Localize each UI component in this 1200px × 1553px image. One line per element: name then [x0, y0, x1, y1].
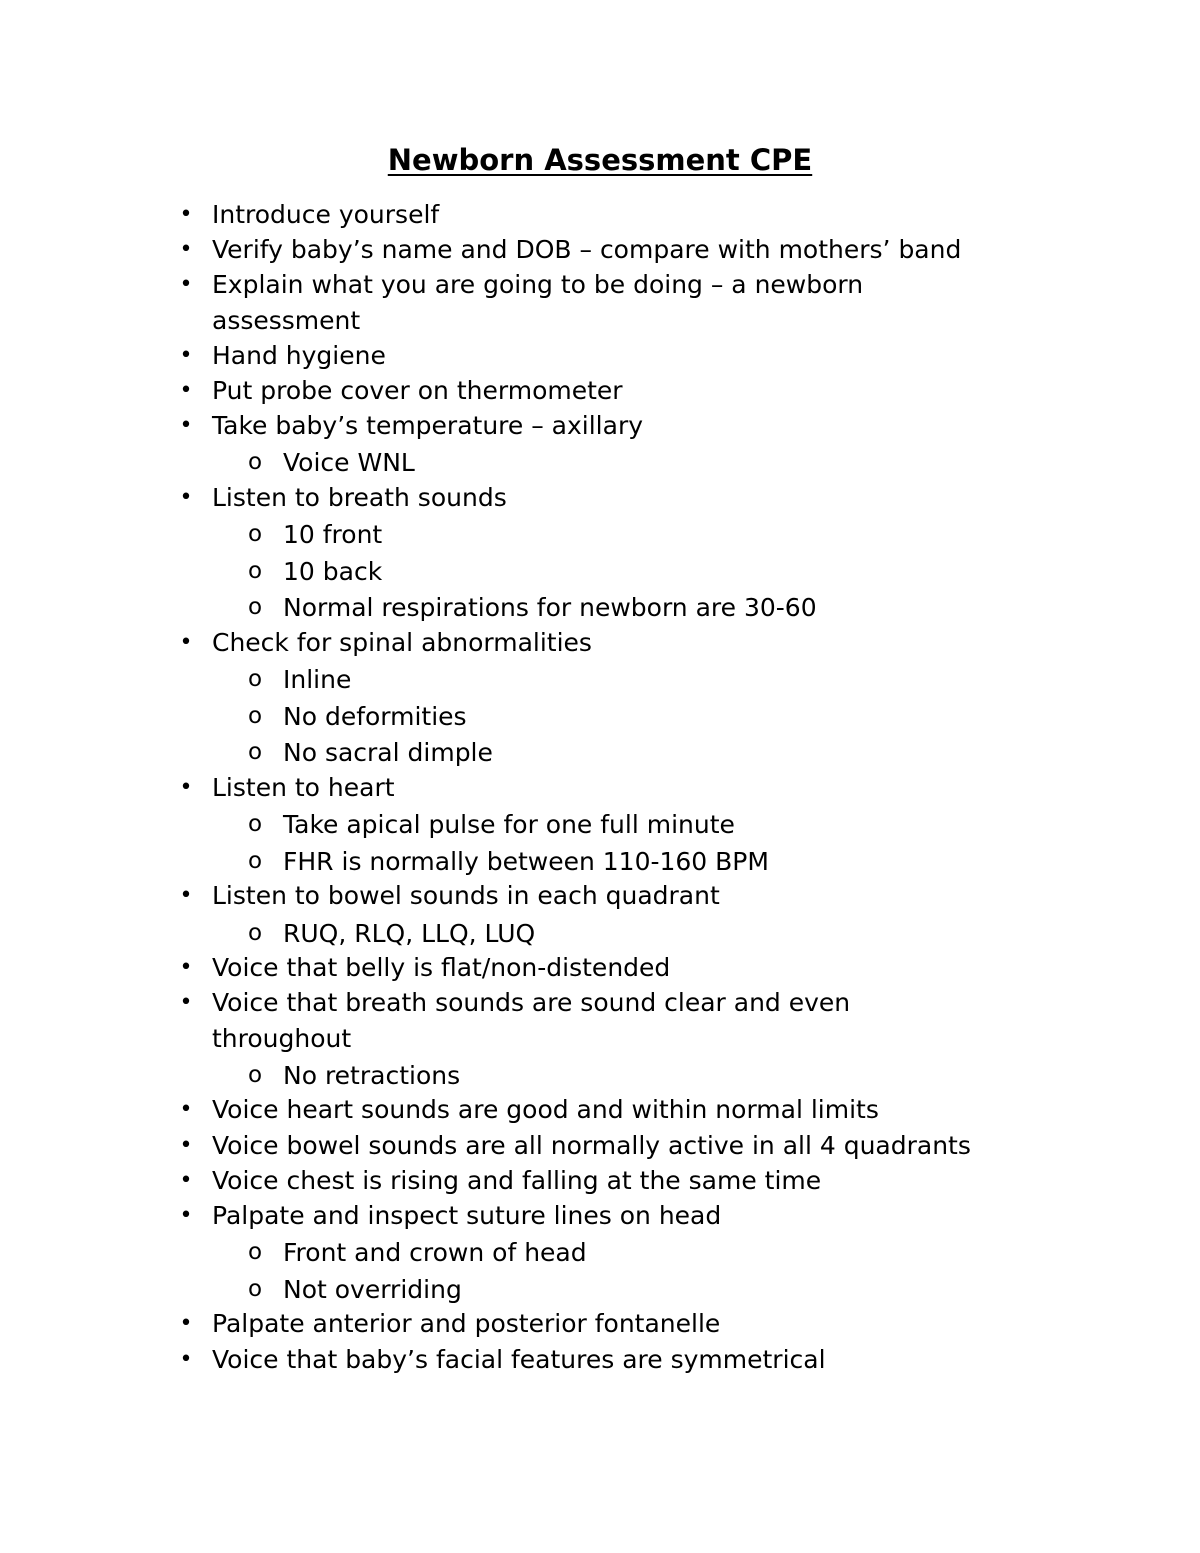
sub-list-item	[247, 1235, 1143, 1270]
bullet-icon: •	[179, 883, 193, 909]
list-item	[179, 1198, 1112, 1233]
sub-list-item-text: Inline	[283, 665, 352, 695]
list-item-text: Put probe cover on thermometer	[212, 376, 623, 405]
sub-list-item	[247, 807, 1143, 842]
list-item-text: Introduce yourself	[212, 200, 440, 229]
list-item	[179, 408, 1112, 443]
sub-list-item-text: Not overriding	[283, 1274, 462, 1304]
bullet-icon: •	[179, 630, 193, 655]
bullet-icon: •	[179, 1167, 193, 1193]
sub-list-item-text: FHR is normally between 110-160 BPM	[283, 846, 769, 876]
list-item-text: Listen to bowel sounds in each quadrant	[212, 881, 720, 911]
list-item	[179, 1163, 1112, 1198]
bullet-icon: •	[179, 485, 193, 510]
bullet-icon: •	[179, 990, 193, 1016]
list-item	[179, 1342, 1112, 1377]
list-item-text: Palpate anterior and posterior fontanelle	[212, 1309, 721, 1339]
list-item	[179, 1092, 1112, 1127]
bullet-icon: •	[179, 775, 193, 800]
sub-list-item	[247, 590, 1143, 625]
list-item-text: Palpate and inspect suture lines on head	[212, 1201, 722, 1230]
list-item-text: Take baby’s temperature – axillary	[212, 411, 644, 441]
sub-list-item	[247, 1272, 1143, 1307]
list-item	[179, 197, 1112, 232]
bullet-icon: •	[179, 1346, 193, 1372]
list-item-text: Explain what you are going to be doing – a newborn	[212, 270, 864, 300]
list-item	[179, 985, 1112, 1020]
sub-bullet-icon: o	[247, 666, 263, 693]
bullet-icon: •	[179, 237, 193, 263]
list-item-text: Voice that belly is flat/non-distended	[212, 953, 671, 983]
sub-bullet-icon: o	[247, 449, 263, 476]
sub-bullet-icon: o	[247, 1061, 263, 1088]
sub-bullet-icon: o	[247, 1275, 263, 1302]
list-item	[179, 338, 1112, 373]
list-item-text: Voice that baby’s facial features are symmetrical	[212, 1344, 826, 1374]
list-item	[179, 373, 1112, 408]
bullet-icon: •	[179, 202, 193, 227]
sub-list-item-text: Normal respirations for newborn are 30-60	[283, 593, 817, 623]
bullet-icon: •	[179, 342, 193, 368]
bullet-icon: •	[179, 413, 193, 439]
sub-bullet-icon: o	[247, 919, 263, 946]
list-item	[179, 1306, 1112, 1341]
list-item-continuation: throughout	[212, 1023, 352, 1053]
list-item	[179, 232, 1112, 267]
sub-bullet-icon: o	[247, 702, 263, 729]
sub-bullet-icon: o	[247, 521, 263, 548]
sub-list-item	[247, 735, 1143, 770]
sub-list-item-text: Voice WNL	[283, 448, 415, 478]
sub-list-item	[247, 445, 1143, 480]
list-item	[179, 770, 1112, 805]
list-item-text: Voice chest is rising and falling at the same time	[212, 1165, 822, 1195]
list-item	[179, 878, 1112, 913]
sub-bullet-icon: o	[247, 847, 263, 874]
sub-list-item	[247, 699, 1143, 734]
sub-list-item	[247, 1058, 1143, 1093]
sub-list-item	[247, 916, 1143, 951]
list-item-text: Voice bowel sounds are all normally active in all 4 quadrants	[212, 1130, 971, 1160]
sub-bullet-icon: o	[247, 739, 263, 766]
sub-list-item	[247, 554, 1143, 589]
sub-list-item	[247, 517, 1143, 552]
bullet-icon: •	[179, 378, 193, 403]
list-item	[179, 267, 1112, 302]
sub-bullet-icon: o	[247, 811, 263, 838]
sub-bullet-icon: o	[247, 557, 263, 584]
list-item-text: Listen to heart	[212, 773, 395, 802]
list-item-text: Voice that breath sounds are sound clear and even	[212, 988, 851, 1018]
list-item-text: Check for spinal abnormalities	[212, 628, 592, 657]
sub-list-item-text: 10 front	[283, 520, 383, 550]
list-item	[179, 950, 1112, 985]
bullet-icon: •	[179, 1203, 193, 1228]
sub-list-item-text: Take apical pulse for one full minute	[283, 810, 735, 840]
sub-list-item-text: No deformities	[283, 701, 467, 731]
bullet-icon: •	[179, 272, 193, 298]
list-item-text: Hand hygiene	[212, 340, 386, 370]
bullet-icon: •	[179, 1311, 193, 1337]
list-item	[179, 1128, 1112, 1163]
sub-list-item-text: RUQ, RLQ, LLQ, LUQ	[283, 918, 536, 948]
sub-list-item	[247, 844, 1143, 879]
sub-list-item-text: Front and crown of head	[283, 1238, 587, 1268]
sub-list-item	[247, 662, 1143, 697]
bullet-icon: •	[179, 955, 193, 981]
list-item	[179, 625, 1112, 660]
bullet-icon: •	[179, 1132, 193, 1158]
sub-bullet-icon: o	[247, 1239, 263, 1266]
list-item-text: Verify baby’s name and DOB – compare with mothers’ band	[212, 235, 962, 265]
sub-list-item-text: No retractions	[283, 1060, 461, 1090]
bullet-icon: •	[179, 1097, 193, 1123]
sub-bullet-icon: o	[247, 594, 263, 621]
list-item-text: Voice heart sounds are good and within normal limits	[212, 1095, 879, 1125]
list-item-continuation: assessment	[212, 305, 361, 335]
document-title: Newborn Assessment CPE	[387, 143, 813, 177]
sub-list-item-text: 10 back	[283, 556, 383, 586]
list-item-text: Listen to breath sounds	[212, 483, 507, 512]
list-item	[179, 480, 1112, 515]
sub-list-item-text: No sacral dimple	[283, 738, 493, 768]
